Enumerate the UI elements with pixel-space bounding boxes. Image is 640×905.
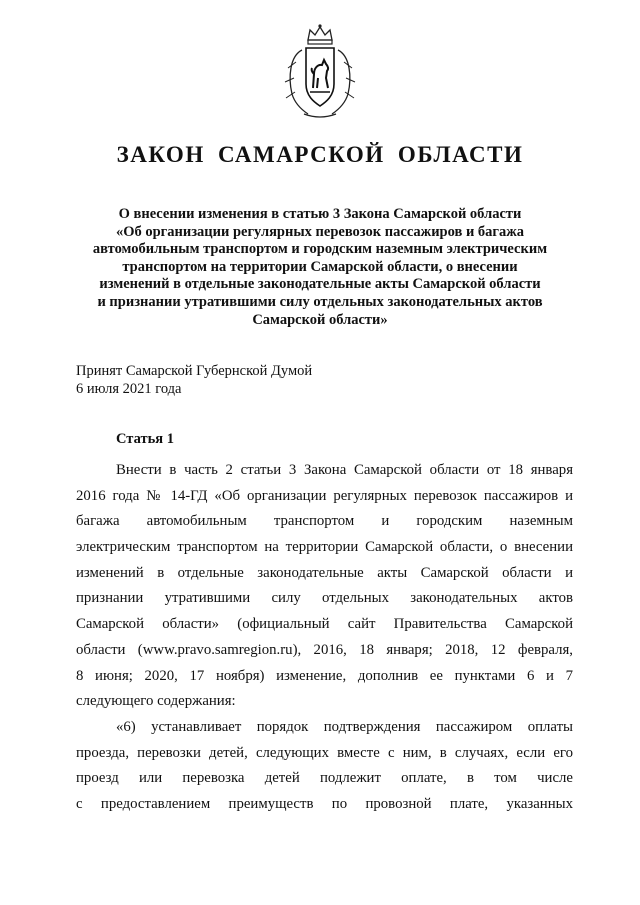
subtitle-line: Самарской области» <box>252 311 388 328</box>
body-line: 8 июня; 2020, 17 ноября) изменение, дополнив ее пунктами 6 и 7 <box>76 667 573 684</box>
body-line: проезда, перевозки детей, следующих вместе с ним, в случаях, если его <box>76 744 573 761</box>
subtitle-line: и признании утратившими силу отдельных законодательных актов <box>97 293 543 310</box>
adopted-by: Принят Самарской Губернской Думой <box>76 363 313 379</box>
body-line: Внести в часть 2 статьи 3 Закона Самарской области от 18 января <box>116 462 573 478</box>
body-line: «6) устанавливает порядок подтверждения пассажиром оплаты <box>116 718 573 735</box>
subtitle-line: изменений в отдельные законодательные акты Самарской области <box>99 276 541 293</box>
article-body <box>76 458 573 818</box>
body-line: Самарской области» (официальный сайт Правительства Самарской <box>76 616 573 633</box>
body-line: электрическим транспортом на территории Самарской области, о внесении <box>76 539 573 556</box>
law-title: ЗАКОН САМАРСКОЙ ОБЛАСТИ <box>116 142 524 167</box>
body-line: области (www.pravo.samregion.ru), 2016, 18 января; 2018, 12 февраля, <box>76 641 573 658</box>
subtitle-line: «Об организации регулярных перевозок пассажиров и багажа <box>115 223 525 240</box>
body-line: с предоставлением преимуществ по провозной плате, указанных <box>76 795 573 812</box>
article-heading: Статья 1 <box>116 431 174 447</box>
body-line: багажа автомобильным транспортом и городским наземным <box>76 513 573 530</box>
law-subtitle <box>70 206 570 329</box>
body-line: признании утратившими силу отдельных законодательных актов <box>76 590 573 607</box>
subtitle-line: автомобильным транспортом и городским наземным электрическим <box>92 241 548 258</box>
adoption-note <box>76 362 312 398</box>
coat-of-arms-icon <box>280 22 360 122</box>
body-line: следующего содержания: <box>76 693 236 710</box>
subtitle-line: О внесении изменения в статью 3 Закона Самарской области <box>118 206 522 222</box>
subtitle-line: транспортом на территории Самарской области, о внесении <box>122 258 518 275</box>
body-line: изменений в отдельные законодательные акты Самарской области и <box>76 564 573 581</box>
body-line: проезд или перевозка детей подлежит оплате, в том числе <box>76 770 573 787</box>
body-line: 2016 года № 14-ГД «Об организации регулярных перевозок пассажиров и <box>76 487 573 504</box>
adoption-date: 6 июля 2021 года <box>76 381 182 397</box>
